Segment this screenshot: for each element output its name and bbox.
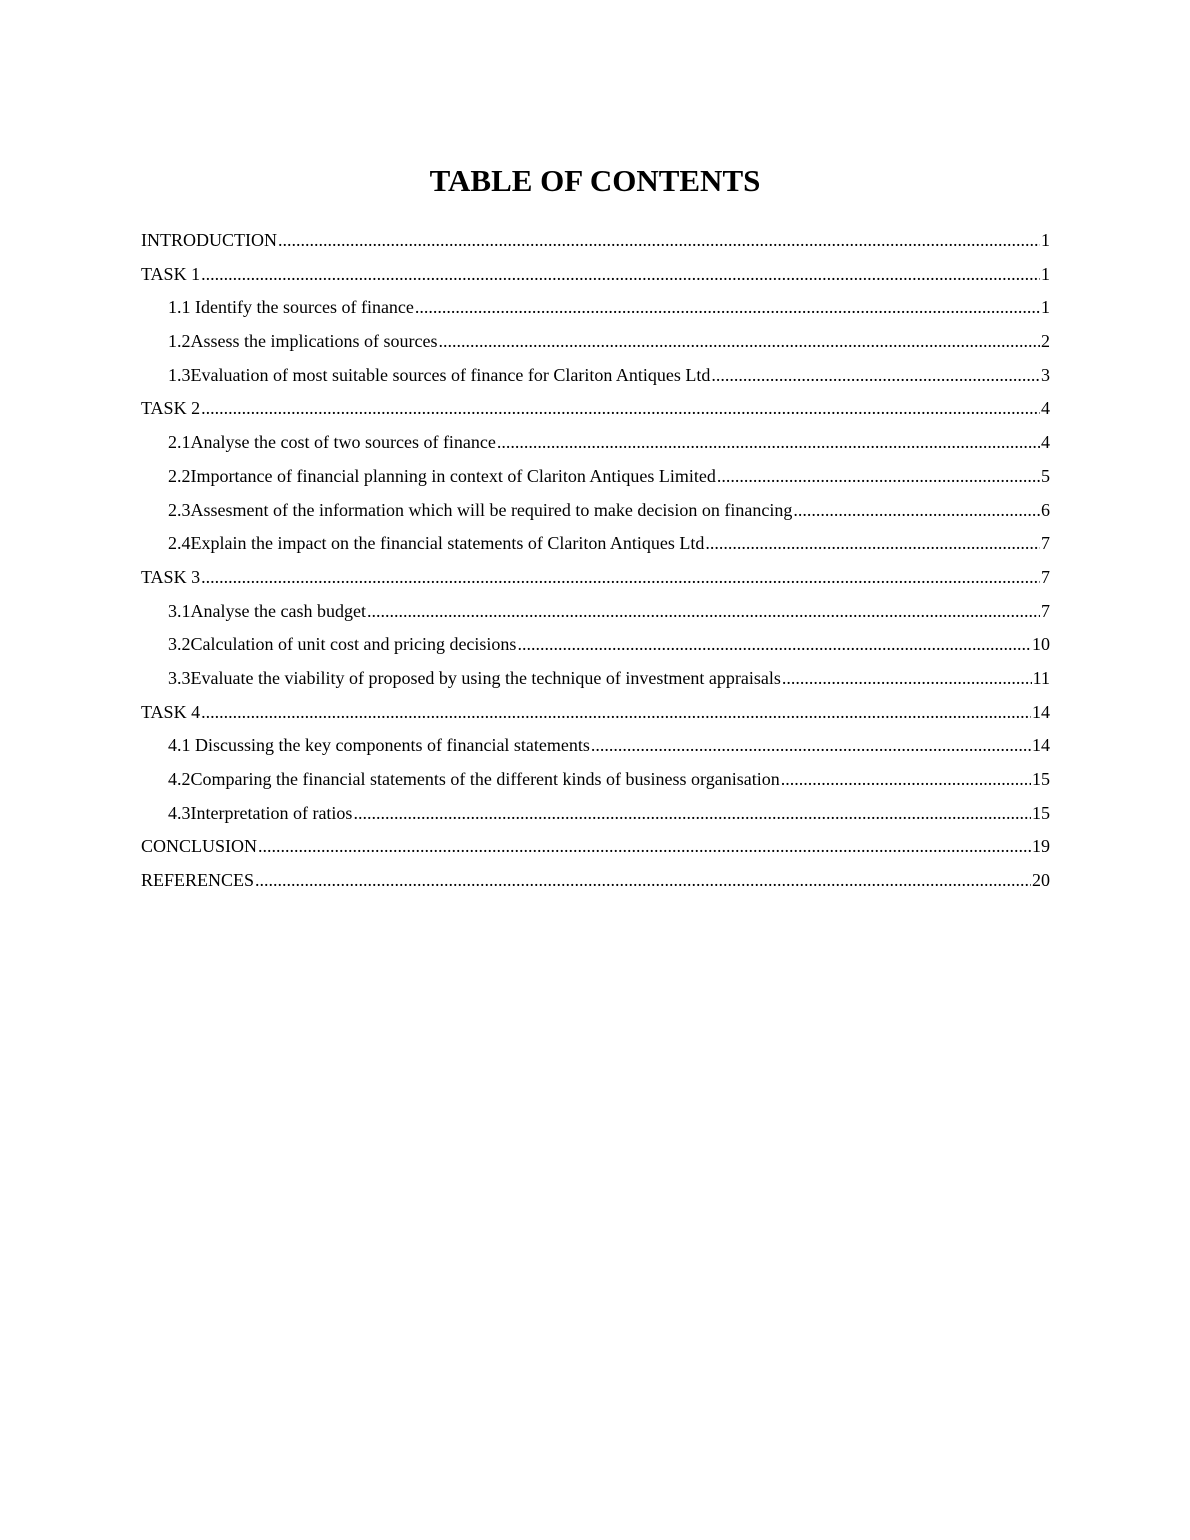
toc-entry-page-number: 7 — [1041, 566, 1050, 587]
toc-entry-page-number: 1 — [1041, 230, 1050, 250]
toc-entry[interactable] — [141, 632, 1050, 666]
toc-list — [141, 228, 1050, 902]
toc-entry-page-number: 14 — [1032, 701, 1050, 722]
toc-dot-leader — [367, 599, 1040, 623]
toc-entry-page-number: 6 — [1041, 499, 1050, 520]
toc-entry-page-number: 7 — [1041, 533, 1050, 554]
toc-entry-label: 4.2Comparing the financial statements of the different kinds of business organisation — [168, 769, 780, 789]
toc-entry-label: TASK 4 — [141, 701, 201, 722]
toc-dot-leader — [591, 733, 1031, 757]
toc-entry[interactable] — [141, 228, 1050, 262]
toc-entry[interactable] — [141, 329, 1050, 363]
toc-entry[interactable] — [141, 599, 1050, 633]
toc-entry-label: TASK 1 — [141, 263, 201, 284]
toc-entry-page-number: 19 — [1032, 836, 1050, 857]
toc-dot-leader — [438, 329, 1040, 353]
toc-entry-page-number: 15 — [1032, 769, 1050, 789]
toc-dot-leader — [415, 295, 1040, 319]
toc-dot-leader — [497, 430, 1040, 454]
toc-entry[interactable] — [141, 295, 1050, 329]
toc-entry-page-number: 2 — [1041, 331, 1050, 352]
toc-entry-page-number: 3 — [1041, 364, 1050, 385]
toc-dot-leader — [705, 531, 1040, 555]
toc-entry[interactable] — [141, 396, 1050, 430]
toc-entry-label: 1.2Assess the implications of sources — [168, 331, 438, 352]
toc-dot-leader — [278, 228, 1040, 252]
toc-entry-page-number: 10 — [1032, 634, 1050, 655]
toc-entry-label: 2.1Analyse the cost of two sources of finance — [168, 432, 496, 453]
toc-dot-leader — [517, 632, 1031, 656]
toc-entry[interactable] — [141, 801, 1050, 835]
toc-dot-leader — [781, 767, 1031, 791]
toc-entry-label: 3.3Evaluate the viability of proposed by using the technique of investment appraisals — [168, 667, 781, 688]
toc-entry-page-number: 20 — [1032, 870, 1050, 891]
toc-title: TABLE OF CONTENTS — [429, 163, 761, 198]
toc-entry-label: 1.1 Identify the sources of finance — [168, 297, 414, 318]
toc-entry-page-number: 11 — [1032, 667, 1050, 688]
toc-entry-page-number: 15 — [1032, 802, 1050, 823]
toc-entry[interactable] — [141, 531, 1050, 565]
toc-entry-label: INTRODUCTION — [141, 230, 277, 250]
toc-entry-page-number: 7 — [1041, 600, 1050, 621]
toc-entry[interactable] — [141, 868, 1050, 902]
toc-entry[interactable] — [141, 262, 1050, 296]
toc-entry-page-number: 4 — [1041, 398, 1050, 419]
toc-dot-leader — [711, 363, 1040, 387]
toc-dot-leader — [353, 801, 1031, 825]
toc-entry[interactable] — [141, 363, 1050, 397]
toc-entry-page-number: 1 — [1041, 263, 1050, 284]
toc-dot-leader — [258, 834, 1031, 858]
toc-entry-label: 4.1 Discussing the key components of financial statements — [168, 735, 590, 756]
toc-entry[interactable] — [141, 666, 1050, 700]
toc-dot-leader — [255, 868, 1031, 892]
toc-entry-page-number: 5 — [1041, 465, 1050, 486]
toc-entry-label: 3.2Calculation of unit cost and pricing decisions — [168, 634, 517, 655]
toc-entry[interactable] — [141, 464, 1050, 498]
toc-dot-leader — [201, 262, 1040, 286]
toc-entry[interactable] — [141, 733, 1050, 767]
toc-entry-label: 2.4Explain the impact on the financial statements of Clariton Antiques Ltd — [168, 533, 705, 554]
toc-entry[interactable] — [141, 430, 1050, 464]
toc-entry[interactable] — [141, 767, 1050, 801]
toc-entry[interactable] — [141, 498, 1050, 532]
toc-dot-leader — [201, 396, 1040, 420]
toc-entry-label: 2.2Importance of financial planning in context of Clariton Antiques Limited — [168, 465, 716, 486]
toc-entry-label: TASK 3 — [141, 566, 201, 587]
toc-entry[interactable] — [141, 565, 1050, 599]
toc-entry-page-number: 4 — [1041, 432, 1050, 453]
toc-dot-leader — [782, 666, 1032, 690]
toc-dot-leader — [793, 498, 1040, 522]
toc-entry[interactable] — [141, 834, 1050, 868]
toc-entry-page-number: 1 — [1041, 297, 1050, 318]
toc-entry-label: REFERENCES — [141, 870, 255, 891]
toc-entry-label: TASK 2 — [141, 398, 201, 419]
toc-dot-leader — [201, 565, 1040, 589]
toc-entry-label: 4.3Interpretation of ratios — [168, 802, 353, 823]
toc-entry-page-number: 14 — [1032, 735, 1050, 756]
toc-entry-label: 3.1Analyse the cash budget — [168, 600, 366, 621]
toc-entry-label: 2.3Assesment of the information which will be required to make decision on financing — [168, 499, 793, 520]
toc-entry-label: 1.3Evaluation of most suitable sources of finance for Clariton Antiques Ltd — [168, 364, 711, 385]
toc-entry-label: CONCLUSION — [141, 836, 258, 857]
toc-dot-leader — [201, 700, 1031, 724]
toc-dot-leader — [717, 464, 1040, 488]
toc-entry[interactable] — [141, 700, 1050, 734]
